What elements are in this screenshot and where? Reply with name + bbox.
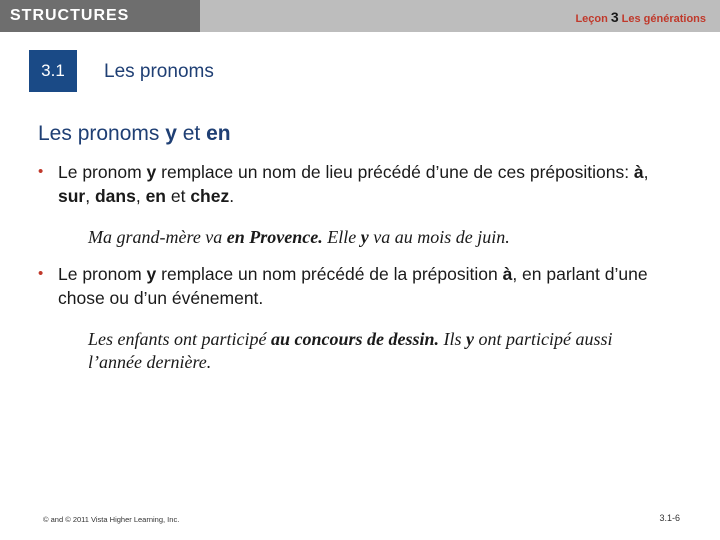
lesson-prefix: Leçon bbox=[575, 13, 608, 25]
heading-text: Les pronoms bbox=[38, 122, 166, 145]
heading-y: y bbox=[165, 122, 177, 145]
slide-heading bbox=[38, 122, 231, 146]
lesson-label bbox=[575, 9, 706, 25]
copyright-footer: © and © 2011 Vista Higher Learning, Inc. bbox=[43, 515, 180, 524]
section-title: Les pronoms bbox=[104, 61, 214, 82]
example-2: Les enfants ont participé au concours de dessin. Ils y ont participé aussi l’année dernière. bbox=[88, 329, 613, 372]
heading-et: et bbox=[176, 122, 207, 145]
example-1: Ma grand-mère va en Provence. Elle y va au mois de juin. bbox=[88, 227, 510, 247]
section-number: 3.1 bbox=[41, 61, 65, 80]
top-banner-dark bbox=[0, 0, 200, 32]
bullet-dot-icon: • bbox=[38, 163, 44, 180]
heading-en: en bbox=[206, 122, 231, 145]
section-number-badge bbox=[29, 50, 77, 92]
lesson-number: 3 bbox=[610, 9, 619, 25]
page-number: 3.1-6 bbox=[659, 513, 680, 523]
bullet-dot-icon: • bbox=[38, 265, 44, 282]
brand-label: STRUCTURES bbox=[10, 7, 130, 24]
bullet-text: Le pronom y remplace un nom de lieu précédé d’une de ces prépositions: à, sur, dans, en et chez. bbox=[58, 162, 649, 206]
lesson-title: Les générations bbox=[621, 13, 706, 25]
bullet-text: Le pronom y remplace un nom précédé de la préposition à, en parlant d’une chose ou d’un événement. bbox=[58, 264, 648, 308]
